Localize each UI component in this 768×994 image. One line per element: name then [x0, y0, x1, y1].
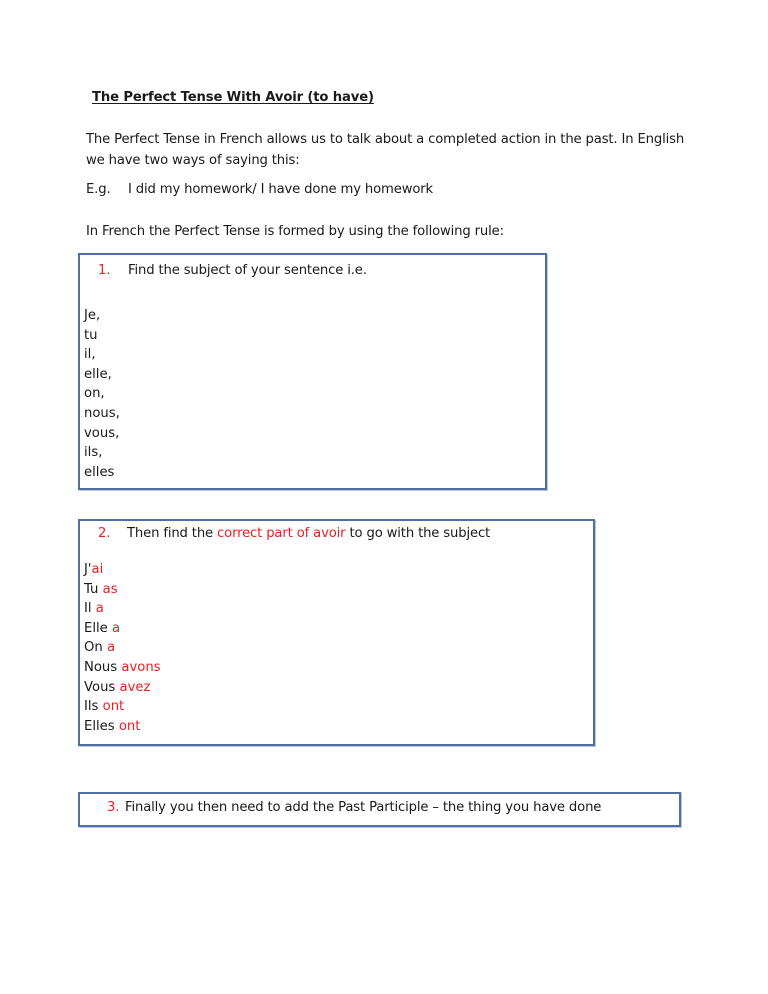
step-2-box — [78, 519, 595, 746]
example-label: E.g. — [86, 182, 111, 197]
subject: Nous — [84, 659, 122, 675]
subject: Elle — [84, 620, 112, 636]
list-item — [84, 678, 161, 698]
subject: On — [84, 640, 107, 656]
avoir-conjugation-list — [84, 560, 161, 736]
verb-form: a — [106, 640, 116, 656]
verb-form: as — [102, 581, 118, 597]
step-text: Then find the — [127, 526, 218, 541]
list-item: il, — [84, 347, 96, 363]
step-number: 2. — [98, 526, 111, 541]
list-item: nous, — [84, 405, 120, 421]
verb-form: avez — [119, 679, 151, 695]
page-title: The Perfect Tense With Avoir (to have) — [92, 90, 374, 105]
list-item: elles — [84, 464, 115, 480]
step-3-heading — [107, 798, 601, 818]
subject-pronoun-list — [84, 306, 120, 482]
list-item — [84, 580, 161, 600]
list-item — [84, 619, 161, 639]
step-3-box — [78, 792, 681, 827]
step-number: 1. — [98, 263, 111, 278]
verb-form: ont — [118, 718, 141, 734]
intro-paragraph: The Perfect Tense in French allows us to talk about a completed action in the past. In English we have two ways of saying this: — [86, 132, 685, 168]
list-item: elle, — [84, 366, 112, 382]
subject: Il — [84, 601, 96, 617]
verb-form: avons — [121, 659, 161, 675]
subject: Vous — [84, 679, 120, 695]
subject: J' — [84, 562, 92, 577]
rule-intro: In French the Perfect Tense is formed by using the following rule: — [86, 224, 504, 239]
step-number: 3. — [107, 800, 120, 815]
list-item — [84, 658, 161, 678]
step-1-heading — [98, 261, 367, 281]
list-item: tu — [84, 327, 98, 343]
example-line — [86, 180, 433, 200]
list-item — [84, 697, 161, 717]
subject: Ils — [84, 699, 103, 715]
list-item — [84, 717, 161, 737]
list-item — [84, 638, 161, 658]
step-highlight: correct part of avoir — [217, 526, 346, 541]
step-text: Finally you then need to add the Past Participle – the thing you have done — [125, 800, 602, 815]
list-item — [84, 599, 161, 619]
list-item: ils, — [84, 445, 103, 461]
list-item: vous, — [84, 425, 120, 441]
step-text: Find the subject of your sentence i.e. — [128, 263, 367, 278]
step-2-heading — [98, 524, 490, 544]
verb-form: a — [111, 620, 121, 636]
list-item: Je, — [84, 308, 101, 323]
example-text: I did my homework/ I have done my homework — [128, 182, 434, 197]
subject: Elles — [84, 718, 119, 734]
step-text: to go with the subject — [345, 526, 491, 541]
step-1-box — [78, 253, 547, 490]
subject: Tu — [84, 581, 103, 597]
verb-form: ont — [102, 699, 125, 715]
verb-form: ai — [91, 562, 104, 577]
verb-form: a — [95, 601, 104, 617]
list-item — [84, 560, 161, 580]
list-item: on, — [84, 386, 105, 402]
